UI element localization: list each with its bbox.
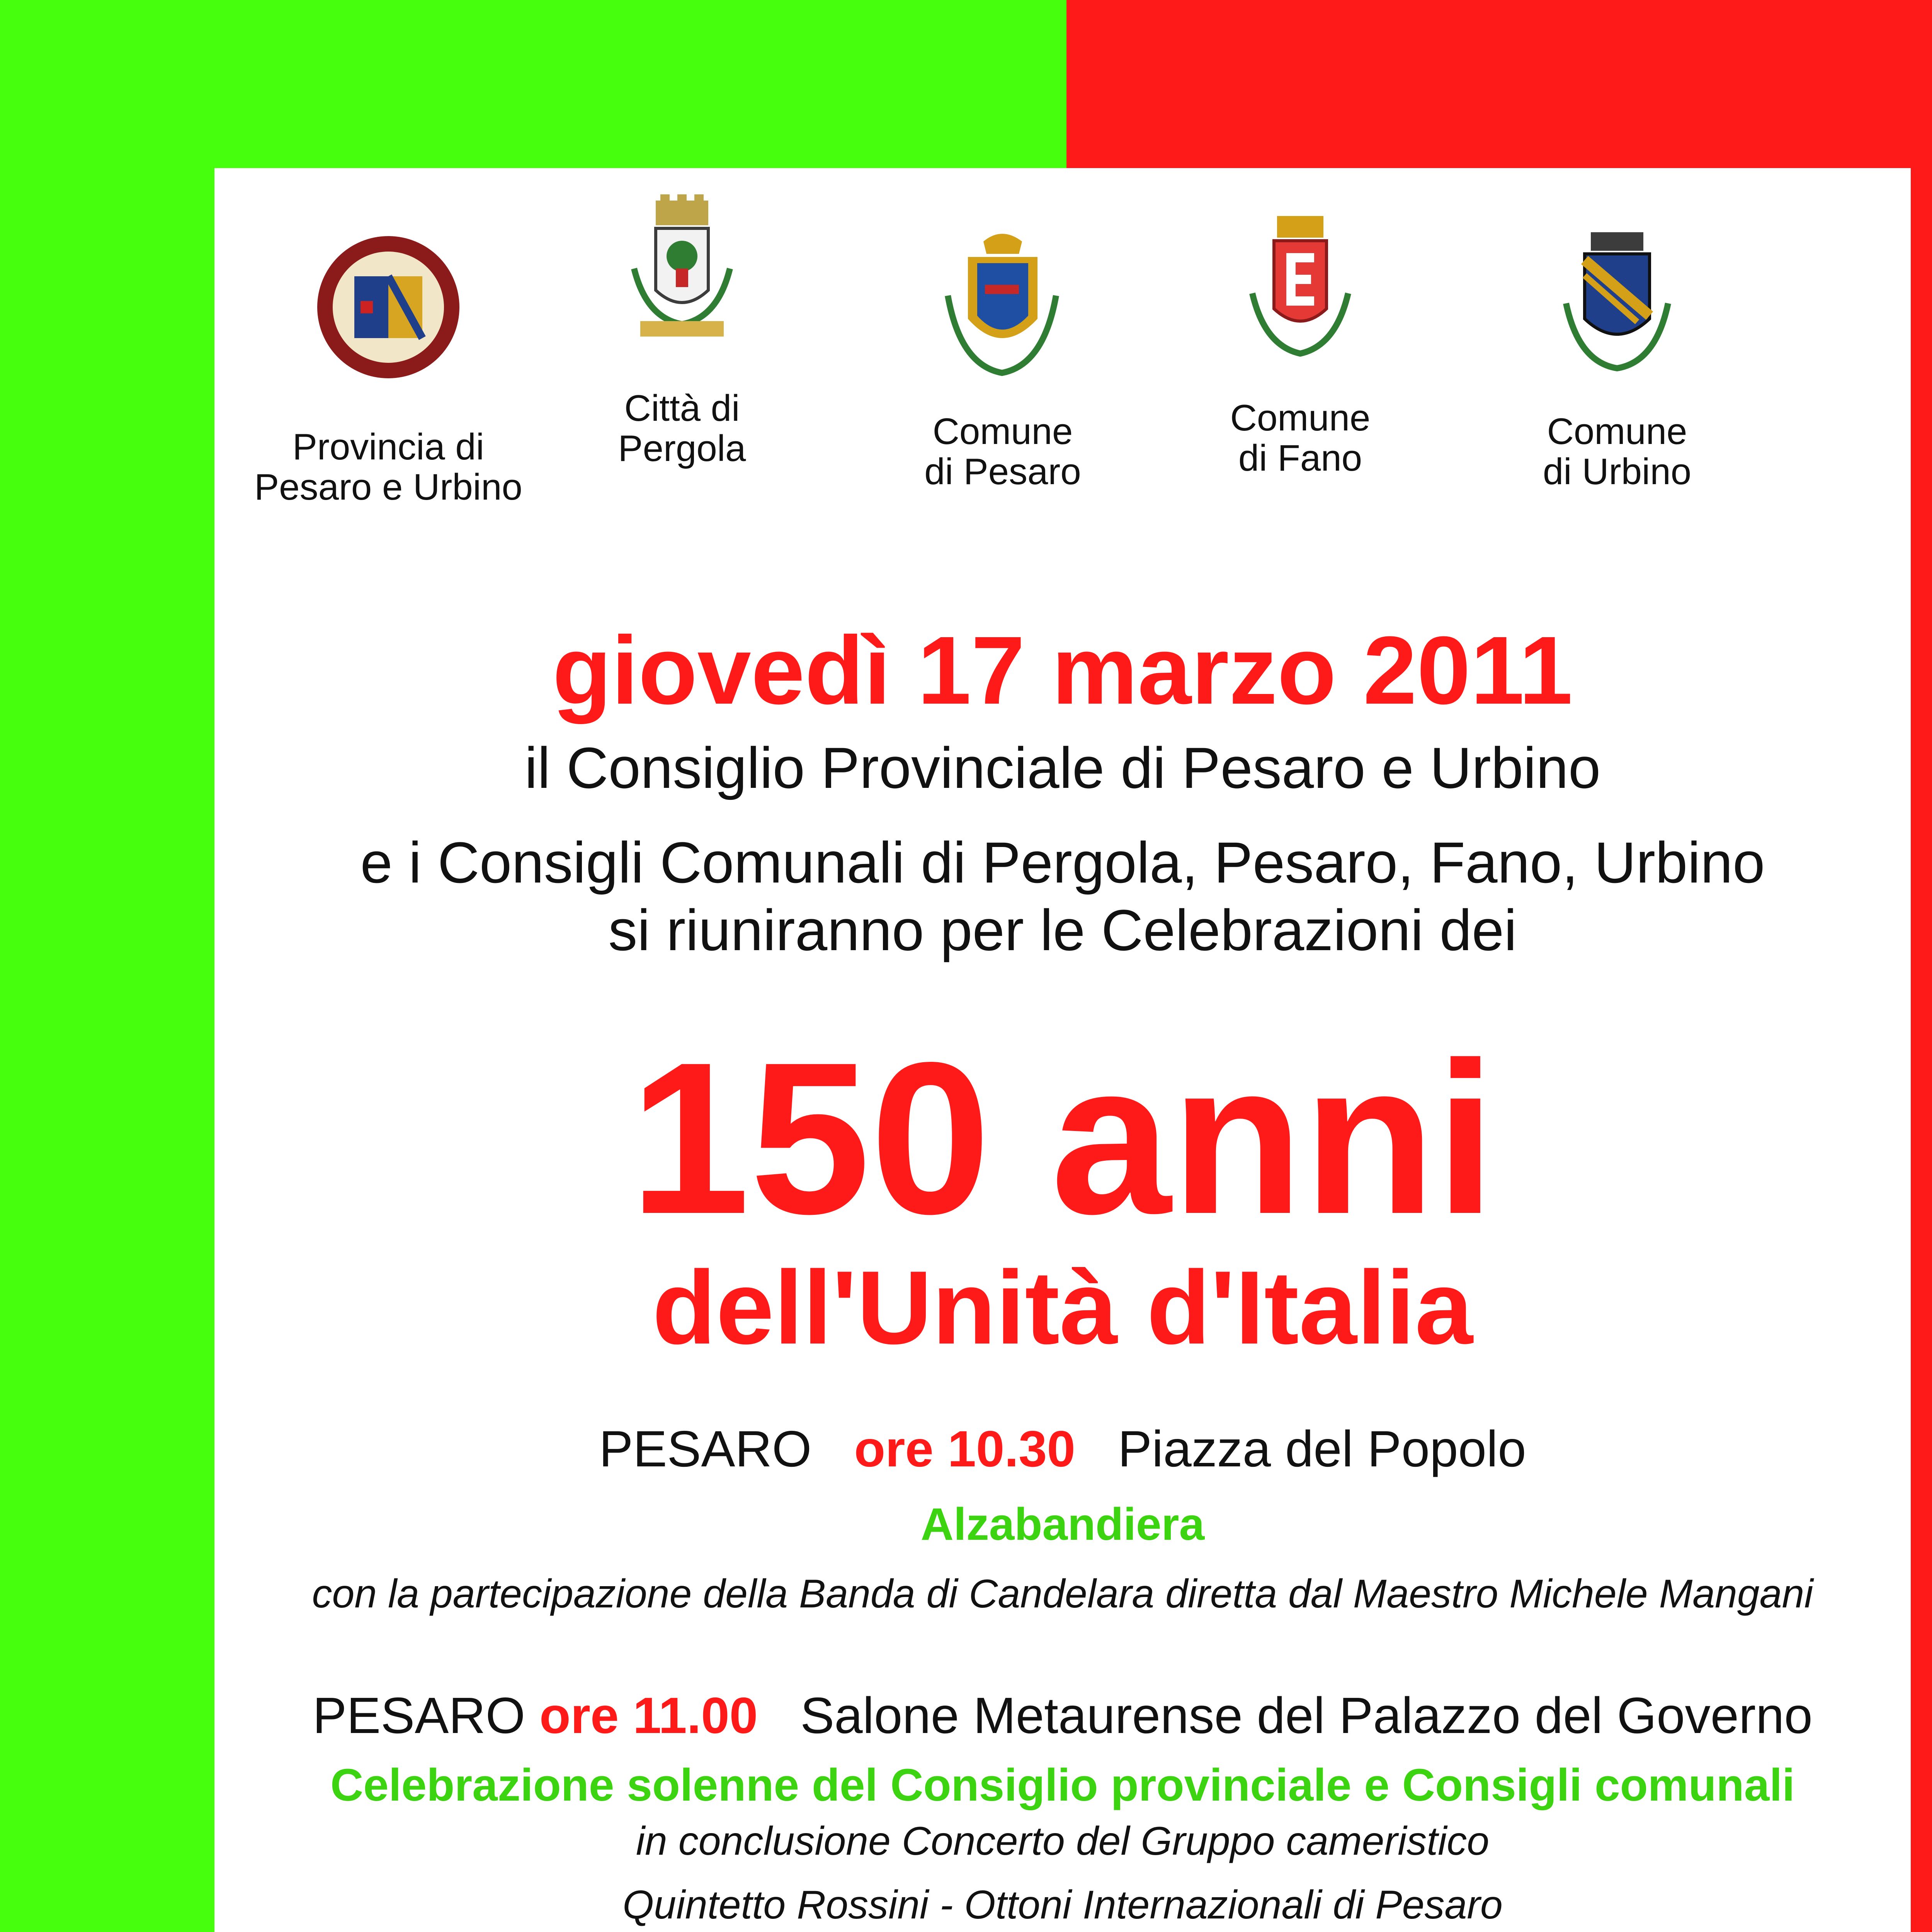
logo-caption: Provincia di: [292, 426, 485, 468]
event-city: PESARO: [313, 1687, 526, 1744]
event-2-header: [214, 1687, 1911, 1745]
event-name: Celebrazione solenne del Consiglio provinciale e Consigli comunali: [330, 1760, 1795, 1811]
logo-urbino: [1466, 226, 1768, 492]
title-main: 150 anni: [629, 1017, 1496, 1259]
pesaro-crest-icon: [929, 226, 1076, 388]
intro-line: si riuniranno per le Celebrazioni dei: [608, 898, 1517, 963]
pergola-crest-icon: [612, 191, 752, 377]
event-detail: in conclusione Concerto del Gruppo cameristico: [636, 1819, 1490, 1864]
event-time: ore 10.30: [854, 1420, 1075, 1477]
logo-fano: [1153, 207, 1447, 478]
event-place: Salone Metaurense del Palazzo del Governo: [800, 1687, 1813, 1744]
event-city: PESARO: [599, 1420, 812, 1477]
logo-caption: Pesaro e Urbino: [254, 466, 522, 508]
logo-caption: di Urbino: [1543, 451, 1692, 492]
logo-provincia: [214, 230, 562, 507]
intro-line: e i Consigli Comunali di Pergola, Pesaro, Fano, Urbino: [360, 830, 1765, 895]
logo-caption: di Fano: [1238, 437, 1362, 479]
logo-caption: Comune: [1547, 411, 1687, 452]
event-place: Piazza del Popolo: [1117, 1420, 1526, 1477]
logo-caption: Pergola: [618, 428, 746, 469]
urbino-crest-icon: [1548, 226, 1687, 388]
logo-caption: Comune: [1230, 397, 1371, 439]
event-name: Alzabandiera: [920, 1499, 1205, 1550]
poster-sheet: [214, 168, 1911, 1932]
event-date: giovedì 17 marzo 2011: [552, 616, 1573, 724]
event-detail: Quintetto Rossini - Ottoni Internazionali di Pesaro: [622, 1883, 1503, 1927]
intro-line: il Consiglio Provinciale di Pesaro e Urbino: [524, 735, 1601, 800]
event-time: ore 11.00: [539, 1687, 758, 1744]
fano-crest-icon: [1231, 207, 1370, 384]
event-1-header: [214, 1420, 1911, 1478]
logo-caption: Città di: [624, 388, 740, 429]
title-sub: dell'Unità d'Italia: [652, 1250, 1473, 1366]
logo-pergola: [547, 191, 817, 469]
logo-caption: di Pesaro: [924, 451, 1081, 492]
event-detail: con la partecipazione della Banda di Candelara diretta dal Maestro Michele Mangani: [312, 1571, 1813, 1616]
logo-pesaro: [852, 226, 1153, 492]
logo-caption: Comune: [932, 411, 1073, 452]
province-seal-icon: [311, 230, 466, 384]
